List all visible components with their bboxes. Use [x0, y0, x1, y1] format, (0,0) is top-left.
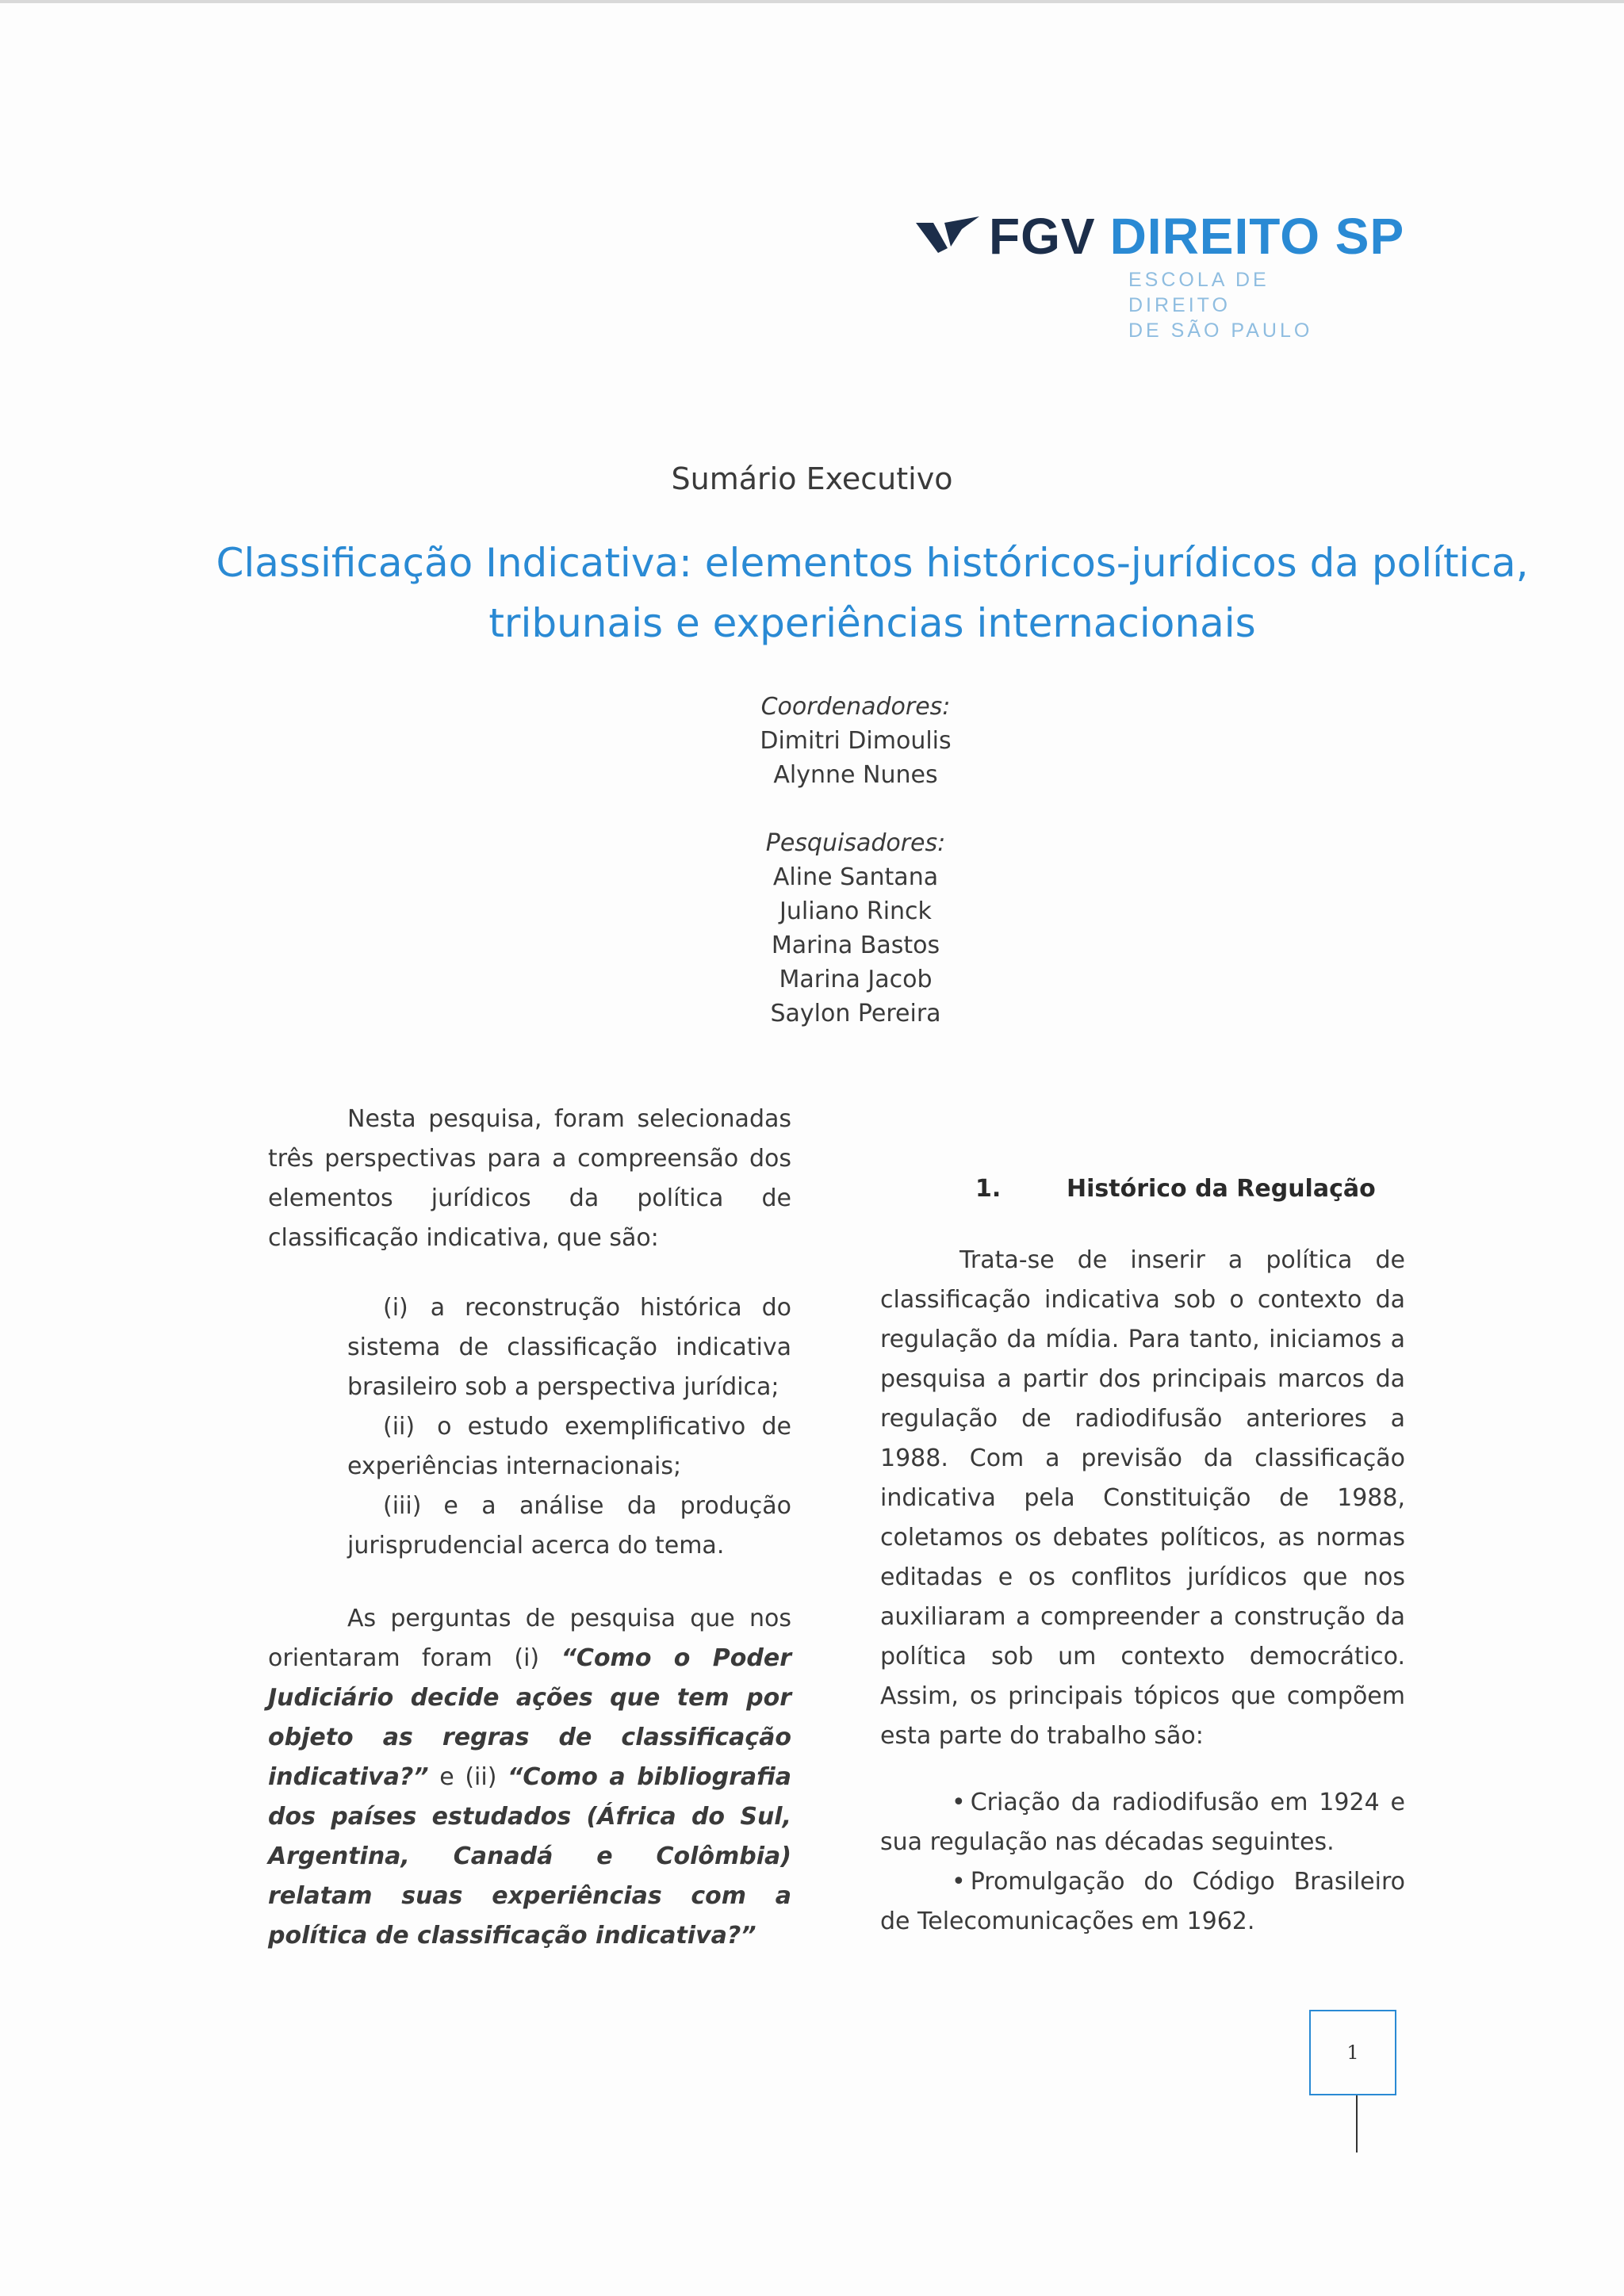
- section-paragraph: Trata-se de inserir a política de classificação indicativa sob o contexto da regulação da mídia. Para tanto, iniciamos a pesquisa a partir dos principais marcos da regulação de radiodifusão anteriores a 1988. Com a previsão da classificação indicativa pela Constituição de 1988, coletamos os debates políticos, as normas editadas e os conflitos jurídicos que nos auxiliaram a compreender a construção da política sob um contexto democrático. Assim, os principais tópicos que compõem esta parte do trabalho são:: [880, 1246, 1405, 1750]
- list-marker: (i): [383, 1294, 408, 1322]
- coordinators-label: Coordenadores:: [760, 693, 951, 721]
- page-number-line: [1356, 2095, 1358, 2152]
- researcher-name: Juliano Rinck: [779, 897, 932, 925]
- researcher-name: Saylon Pereira: [770, 1000, 941, 1027]
- right-column: [880, 1169, 1405, 1942]
- topics-list: [880, 1783, 1405, 1942]
- list-item-text: e a análise da produção jurisprudencial acerca do tema.: [347, 1492, 791, 1559]
- logo-subtitle: [1128, 267, 1423, 343]
- research-question-2: “Como a bibliografia dos países estudados (África do Sul, Argentina, Canadá e Colômbia) relatam suas experiências com a política de classificação indicativa?”: [268, 1763, 791, 1950]
- questions-prefix: As perguntas de pesquisa que nos orientaram foram (i): [268, 1605, 791, 1672]
- research-questions-paragraph: [268, 1599, 791, 1956]
- list-item-text: o estudo exemplificativo de experiências internacionais;: [347, 1413, 791, 1480]
- questions-middle: e (ii): [428, 1763, 508, 1791]
- bullet-text: Promulgação do Código Brasileiro de Telecomunicações em 1962.: [880, 1868, 1405, 1935]
- logo-fgv-text: FGV: [989, 208, 1096, 265]
- bullet-icon: •: [952, 1868, 966, 1896]
- section-number: 1.: [975, 1175, 1002, 1203]
- section-heading: [975, 1169, 1405, 1209]
- logo-sub-line: DIREITO: [1128, 294, 1231, 316]
- left-column: [268, 1100, 791, 1956]
- list-marker: (ii): [383, 1413, 416, 1441]
- page-number: 1: [1346, 2042, 1359, 2064]
- researcher-name: Marina Bastos: [771, 932, 940, 959]
- researcher-name: Marina Jacob: [779, 966, 933, 993]
- bullet-text: Criação da radiodifusão em 1924 e sua regulação nas décadas seguintes.: [880, 1789, 1405, 1856]
- fgv-logo: [916, 210, 1423, 343]
- list-item-text: a reconstrução histórica do sistema de classificação indicativa brasileiro sob a perspectiva jurídica;: [347, 1294, 791, 1401]
- logo-sub-line: DE SÃO PAULO: [1128, 320, 1313, 342]
- logo-sub-line: ESCOLA DE: [1128, 269, 1270, 291]
- researchers-label: Pesquisadores:: [765, 829, 946, 857]
- perspectives-list: [347, 1288, 791, 1566]
- researcher-name: Aline Santana: [772, 863, 939, 891]
- coordinator-name: Alynne Nunes: [773, 761, 938, 789]
- list-item: [347, 1407, 791, 1487]
- logo-direito-sp-text: DIREITO SP: [1109, 208, 1405, 265]
- authors-block: [0, 690, 1624, 1031]
- section-title: Histórico da Regulação: [1067, 1175, 1376, 1203]
- page-number-box: [1309, 2010, 1396, 2095]
- bullet-item: [880, 1862, 1405, 1942]
- coordinator-name: Dimitri Dimoulis: [760, 727, 952, 755]
- bullet-icon: •: [952, 1789, 966, 1816]
- list-item: [347, 1288, 791, 1407]
- page-top-edge: [0, 0, 1624, 3]
- fgv-chevron-icon: [916, 216, 981, 256]
- intro-paragraph: Nesta pesquisa, foram selecionadas três perspectivas para a compreensão dos elementos jurídicos da política de classificação indicativa, que são:: [268, 1105, 791, 1252]
- logo-row: [916, 208, 1423, 265]
- research-question-1: “Como o Poder Judiciário decide ações que tem por objeto as regras de classificação indicativa?”: [268, 1644, 792, 1791]
- list-item: [347, 1487, 791, 1566]
- bullet-item: [880, 1783, 1405, 1862]
- document-title: Classificação Indicativa: elementos históricos-jurídicos da política, tribunais e experiências internacionais: [216, 540, 1529, 646]
- document-type: Sumário Executivo: [671, 461, 953, 496]
- spacer: [87, 792, 1624, 826]
- list-marker: (iii): [383, 1492, 422, 1520]
